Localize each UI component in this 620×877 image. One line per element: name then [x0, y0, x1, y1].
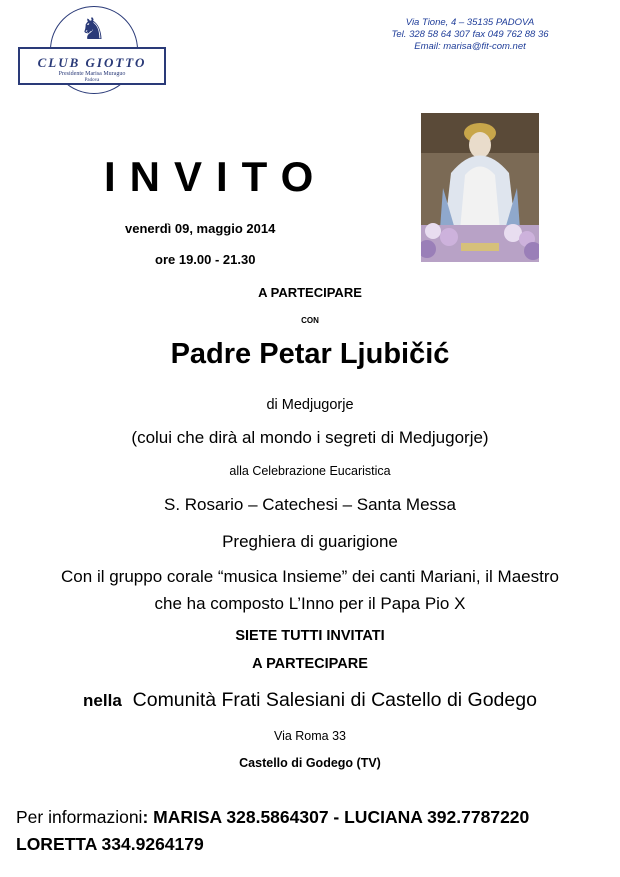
info-label: Per informazioni — [16, 807, 143, 827]
event-date: venerdì 09, maggio 2014 — [125, 221, 276, 236]
venue-street: Via Roma 33 — [273, 729, 347, 743]
madonna-statue-photo — [421, 113, 539, 262]
guest-name: Padre Petar Ljubičić — [170, 338, 450, 370]
prayer-label: Preghiera di guarigione — [222, 532, 398, 551]
participate-label-2: A PARTECIPARE — [252, 656, 368, 672]
club-logo — [18, 6, 168, 94]
venue-town: Castello di Godego (TV) — [239, 756, 381, 770]
info-contacts-1: : MARISA 328.5864307 - LUCIANA 392.7787220 — [142, 807, 530, 827]
guest-origin: di Medjugorje — [266, 397, 354, 413]
info-contacts-2: LORETTA 334.9264179 — [16, 834, 204, 854]
contact-block — [370, 17, 570, 53]
guest-note: (colui che dirà al mondo i segreti di Medjugorje) — [131, 428, 489, 447]
invitation-heading: INVITO — [104, 153, 328, 200]
contact-phone: Tel. 328 58 64 307 fax 049 762 88 36 — [391, 29, 549, 40]
event-program: S. Rosario – Catechesi – Santa Messa — [164, 495, 456, 514]
participate-label: A PARTECIPARE — [258, 285, 362, 300]
choir-line-1: Con il gruppo corale “musica Insieme” dei canti Mariani, il Maestro — [61, 567, 559, 586]
event-time: ore 19.00 - 21.30 — [155, 252, 256, 267]
contact-email: Email: marisa@fit-com.net — [414, 41, 526, 52]
logo-city: Padova — [84, 78, 100, 83]
venue-prefix: nella — [83, 691, 122, 710]
choir-line-2: che ha composto L’Inno per il Papa Pio X — [154, 594, 466, 613]
contact-address: Via Tione, 4 – 35135 PADOVA — [405, 17, 535, 28]
equestrian-statue-icon: ♞ — [79, 12, 107, 47]
logo-title: CLUB GIOTTO — [37, 55, 147, 70]
with-label: CON — [301, 316, 319, 325]
all-invited-label: SIETE TUTTI INVITATI — [235, 628, 385, 644]
logo-subtitle: Presidente Marisa Muraguo — [58, 71, 126, 77]
venue-line — [0, 689, 620, 712]
info-line-1 — [16, 807, 529, 828]
celebration-label: alla Celebrazione Eucaristica — [229, 464, 391, 478]
logo-nameplate — [18, 47, 166, 85]
venue-name: Comunità Frati Salesiani di Castello di Godego — [132, 689, 537, 711]
